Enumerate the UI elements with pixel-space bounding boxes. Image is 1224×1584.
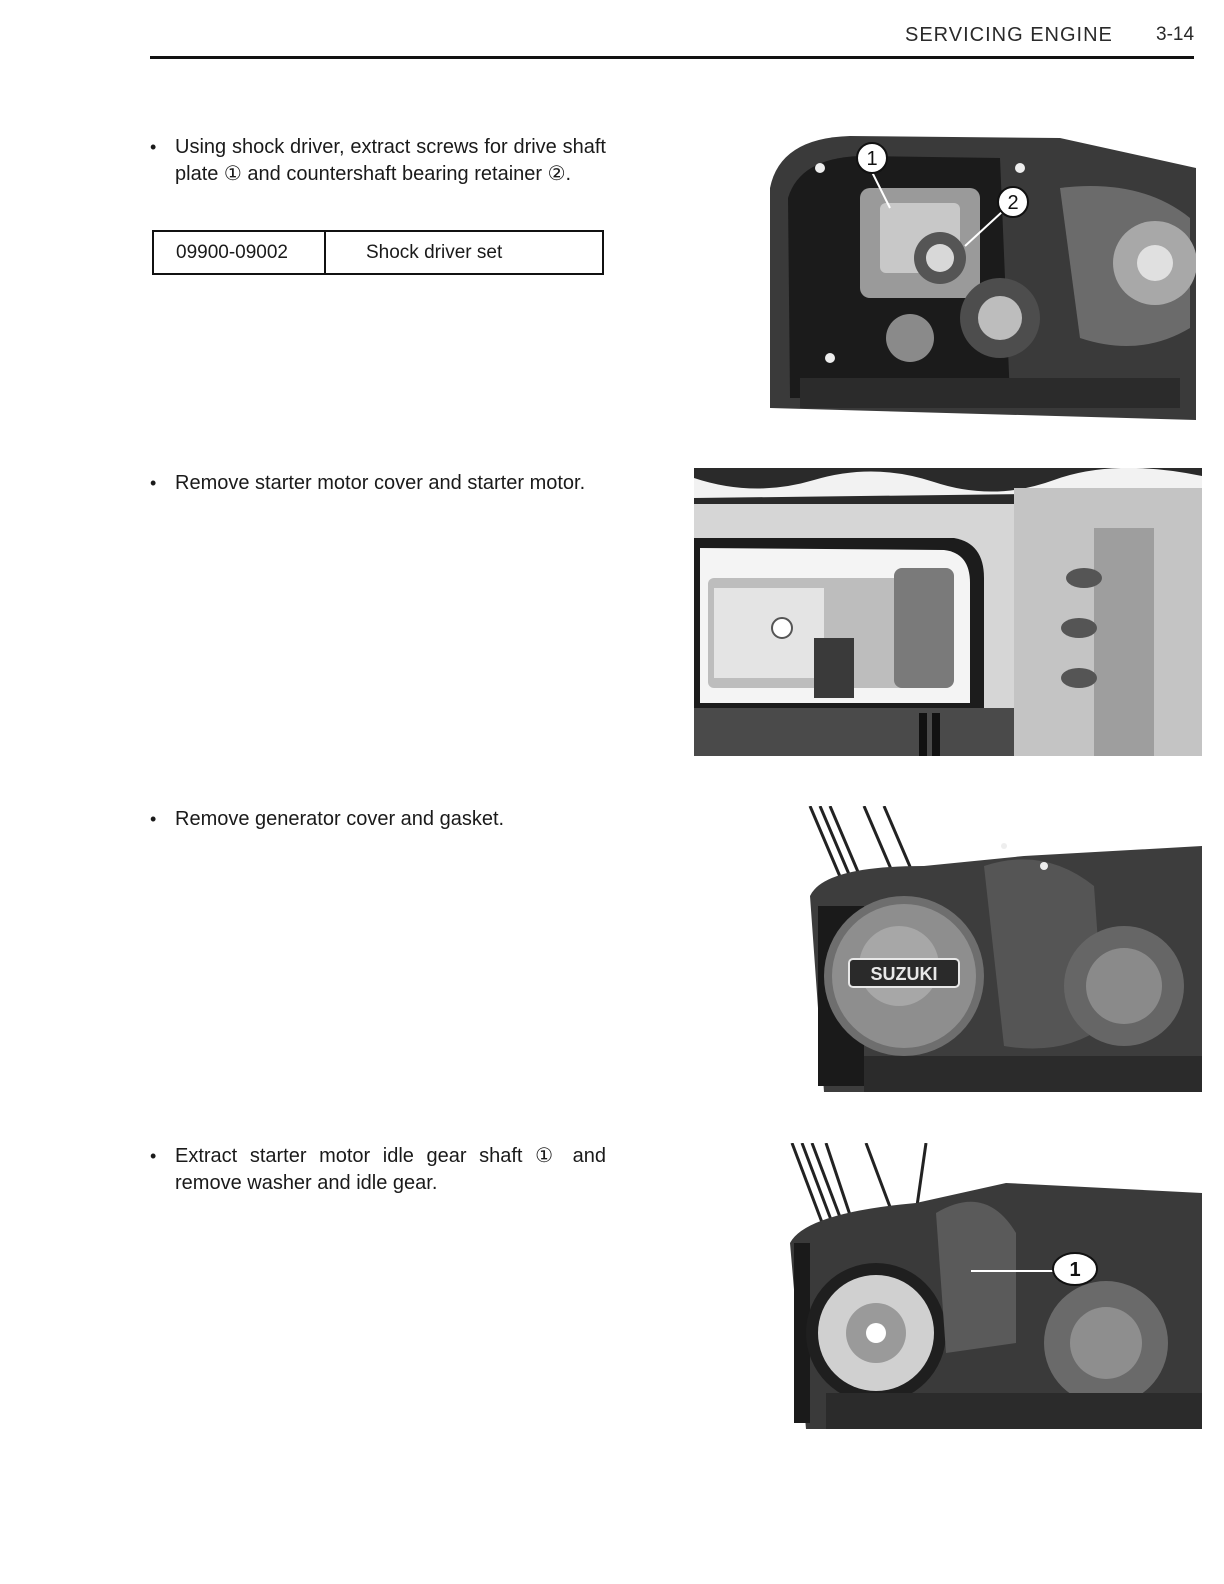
bullet-icon: • bbox=[150, 137, 157, 157]
callout-2-icon bbox=[998, 187, 1028, 217]
section-title: SERVICING ENGINE bbox=[905, 24, 1113, 46]
callout-1-icon bbox=[1053, 1253, 1097, 1285]
callout-label: 2 bbox=[1007, 192, 1019, 214]
callout-label: 1 bbox=[866, 148, 878, 170]
step-3-text: Remove generator cover and gasket. bbox=[175, 808, 505, 830]
callout-1-icon bbox=[857, 143, 887, 173]
bullet-icon: • bbox=[150, 473, 157, 493]
special-tool-table bbox=[152, 230, 604, 275]
step-1-text: Using shock driver, extract screws for drive shaft plate ① and countershaft bearing retainer ②. bbox=[175, 136, 606, 185]
tool-name: Shock driver set bbox=[366, 241, 503, 263]
tool-part-number: 09900-09002 bbox=[154, 232, 326, 273]
step-1 bbox=[150, 134, 606, 188]
step-4-text: Extract starter motor idle gear shaft ① and remove washer and idle gear. bbox=[175, 1145, 606, 1194]
photo-starter-motor bbox=[694, 468, 1202, 756]
callout-label: 1 bbox=[1069, 1259, 1081, 1281]
step-2 bbox=[150, 470, 606, 497]
step-4 bbox=[150, 1143, 606, 1197]
photo-idle-gear-shaft bbox=[786, 1143, 1202, 1429]
photo-drive-shaft-plate bbox=[760, 128, 1196, 420]
header-rule bbox=[150, 56, 1194, 59]
bullet-icon: • bbox=[150, 1146, 157, 1166]
photo-generator-cover bbox=[804, 806, 1202, 1092]
suzuki-badge-text: SUZUKI bbox=[870, 964, 938, 984]
step-3 bbox=[150, 806, 606, 833]
step-2-text: Remove starter motor cover and starter motor. bbox=[175, 472, 586, 494]
bullet-icon: • bbox=[150, 809, 157, 829]
page-number: 3-14 bbox=[1156, 24, 1195, 45]
